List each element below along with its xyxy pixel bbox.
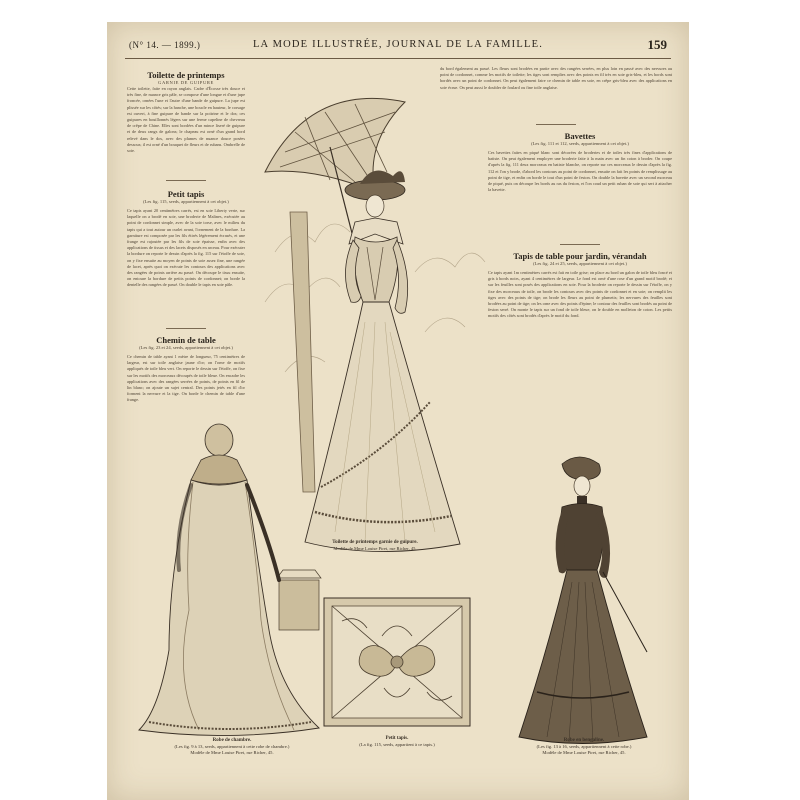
illustration-petit-tapis: [322, 596, 472, 728]
article-body-chemin-de-table: Ce chemin de table ayant 1 mètre de longueur, 75 centimètres de largeur, est sur toile anglaise jaune d'or; on l'orne de motifs appliqués de toile bleu vert. On reporte le dessin sur l'étoffe, on fixe sur les motifs des morceaux découpés de toile bleue. On encadre les applications avec des rangées serrées de points, de points en fil de lin blanc; on ajoute un sujet central. Des points jetés en fil d'or forment la nervure et la tige. On borde le chemin de table d'une frange.: [127, 354, 245, 403]
subheading-petit-tapis: (Les fig. 115, seeds, appartiennent à cet objet.): [143, 199, 229, 204]
illustration-robe-bengaline: [507, 452, 657, 747]
heading-bavettes: Bavettes: [564, 131, 596, 141]
separator: [166, 180, 206, 181]
page-header: [107, 36, 689, 58]
heading-chemin-de-table: Chemin de table: [156, 335, 216, 345]
caption-credit: Modèle de Mme Louise Piret, rue Richer, 45.: [542, 750, 626, 755]
article-body-bavettes: Ces bavettes faites en piqué blanc sont décorées de broderies et de toiles très fines d'applications de batiste. On peut également employer une broderie faite à la main avec un fin coton à broder. On coupe d'après la fig. 111 deux morceaux en batiste blanche, on reporte sur ces morceaux le dessin d'après la fig. 112 et l'on y brode, d'abord les contours au point de cordonnet, ensuite on fait les points de remplissage au point de tige, et enfin on borde le tout d'un point de feston. On double la bavette avec un second morceau de piqué, puis on découpe les bords au ras du feston, et l'on coud un petit ruban de soie qui sert à attacher la bavette.: [488, 150, 672, 193]
caption-title: Robe de chambre.: [212, 738, 252, 743]
table-drawing: [277, 570, 321, 630]
caption-title: Robe en bengaline.: [563, 738, 605, 743]
subheading-bavettes: (Les fig. 111 et 112, seeds, appartiennent à cet objet.): [531, 141, 629, 146]
caption-reference: (La fig. 115, seeds, appartient à ce tapis.): [359, 742, 435, 747]
caption-title: Toilette de printemps garnie de guipure.: [332, 540, 418, 545]
article-body-tapis-jardin: Ce tapis ayant 1m centimètres carrés est fait en toile grise; on place au bord un galon de toile bleu foncé et gris à bords noirs, ayant 4 centimètres de largeur. Le fond est orné d'une rose d'un grand motif brodé; et sur les feuilles sont posés des applications en soie. Pour la broderie on reporte le dessin sur l'étoffe, on y fixe des morceaux de toile, on brode les contours avec des points de cordonnet et en soie; on remplit les tiges avec des points de tige; on brode les fleurs au point de plumetis; les nervures des feuilles sont brodées au point de tige; on les orne avec des points d'épine; le contour des feuilles sont brodés au point de feston serré. On monte le tapis sur un fond de toile bleue, on le double en molleton de coton. Les petits motifs des côtés sont brodés d'après le motif du fond.: [488, 270, 672, 319]
heading-tapis-jardin: Tapis de table pour jardin, vérandah: [513, 251, 647, 261]
page-number: 159: [647, 37, 667, 52]
caption-credit: Modèle de Mme Louise Piret, rue Richer, 45.: [190, 750, 274, 755]
journal-title: LA MODE ILLUSTRÉE, JOURNAL DE LA FAMILLE.: [252, 39, 544, 50]
separator: [560, 244, 600, 245]
caption-credit: Modèle de Mme Louise Piret, rue Richer, 45.: [333, 546, 417, 551]
header-rule: [125, 58, 671, 59]
woman-bengaline-figure-drawing: [519, 457, 647, 744]
caption-title: Petit tapis.: [385, 736, 409, 741]
separator: [166, 328, 206, 329]
heading-petit-tapis: Petit tapis: [167, 189, 205, 199]
caption-robe-de-chambre: [137, 738, 327, 756]
caption-reference: (Les fig. 9 à 13, seeds, appartiennent à cette robe de chambre.): [174, 744, 290, 749]
illustration-robe-de-chambre: [129, 410, 329, 740]
issue-number: (N° 14. — 1899.): [129, 40, 201, 50]
left-text-column: [127, 66, 245, 410]
caption-robe-bengaline: [509, 738, 659, 756]
article-body-toilette: Cette toilette, faite en rayon anglais. Cadre d'Écosse très douce et très fine, de nuance gris pâle, se compose d'une longue et d'une jupe froncée, ornées l'une et l'autre d'une bande de guipure. La jupe est plissée sur les côtés; sur la hanche, une boucle en hauteur, le corsage est ouvert, à fine guipure de bande sur la poitrine et le dos; ces guipures en bouillonnés légers sur une ferme capeline de chevreau de crêpe de Chine. Elles sont bordées d'un mince liseré de guipure et de deux rangs de galons; le chapeau est orné d'un grand bord relevé dans le dos, avec des plumes de nuance douce posées dessous; il est orné d'un bouquet de fleurs et de rubans. Ombrelle de soie.: [127, 86, 245, 154]
subheading-garnie-guipure: GARNIE DE GUIPURE: [158, 80, 214, 85]
caption-reference: (Les fig. 13 à 16, seeds, appartiennent à cette robe.): [536, 744, 632, 749]
subheading-tapis-jardin: (Les fig. 24 et 25, seeds, appartiennent à cet objet.): [533, 261, 627, 266]
article-body-petit-tapis: Ce tapis ayant 20 centimètres carrés, est en soie Liberty verte, sur laquelle on a brodé en soie, une broderie de Malines, exécutée au point de cordonnet simple, avec de la soie torse, avec le milieu du tapis qui a tout autour un ourlet avant, l'ornement de la bordure. La garniture est composée par les fils étirés légèrement écrasés, et une frange est rajoutée par les fils de soie épaisse, enfin avec des applications de tissus et des lacets disposés en arceau. Pour exécuter la bordure on reporte le dessin d'après la fig. 115 sur l'étoffe de soie, on y fixe ensuite au moyen de points de soie assez fine, une rangée de lacet, après quoi on exécute les contours des applications avec des rangées de points arrière au passé. On découpe le tissu ensuite, on entoure la bordure de petits points de cordonnet; on borde la dentelle des rangées de passé. On double le tapis en soie pâle.: [127, 208, 245, 288]
heading-toilette-printemps: Toilette de printemps: [147, 70, 225, 80]
article-body-continued: du bord également au passé. Les fleurs sont brodées en partie avec des rangées serrées, en plus loin en passé avec des nervures au point de cordonnet, comme les motifs de toilette; les tiges sont remplies avec des points en fil très en soie gris-bleu, et les bords sont bordés avec un point de cordonnet. On peut également faire ce chemin de table en soie, en crêpe gris-bleu avec des applications en soie écrue. On peut aussi le doubler de foulard ou fine toile anglaise.: [440, 66, 672, 90]
magazine-page: [107, 22, 689, 800]
separator: [536, 124, 576, 125]
caption-petit-tapis: [347, 736, 447, 748]
subheading-chemin-de-table: (Les fig. 23 et 24, seeds, appartiennent à cet objet.): [139, 345, 233, 350]
